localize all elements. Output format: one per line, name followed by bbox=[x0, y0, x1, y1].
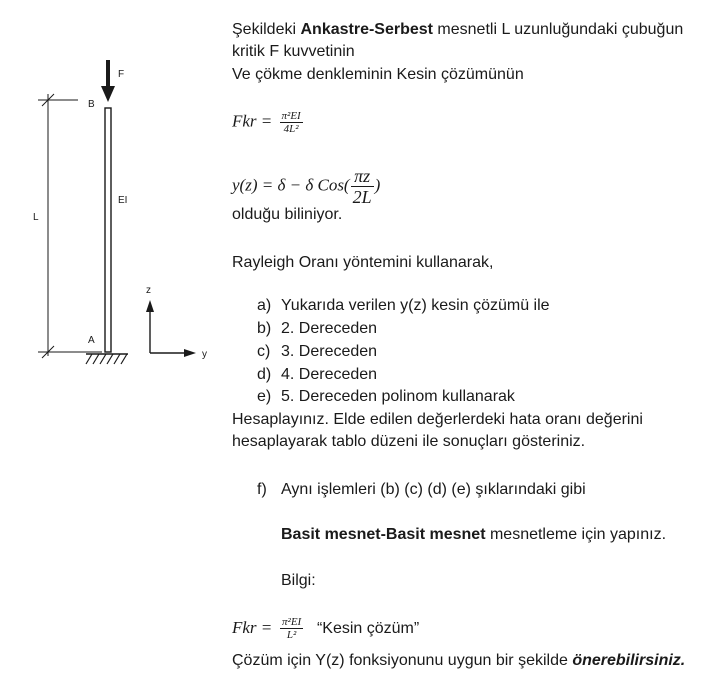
list-letter-a: a) bbox=[257, 297, 272, 314]
list-item-a bbox=[257, 295, 550, 317]
list-text-c: 3. Dereceden bbox=[281, 343, 378, 360]
label-EI: EI bbox=[118, 195, 128, 206]
list-letter-c: c) bbox=[257, 343, 271, 360]
intro-line-2: kritik F kuvvetinin bbox=[232, 43, 355, 60]
calc-line-1: Hesaplayınız. Elde edilen değerlerdeki hata oranı değerini bbox=[232, 411, 643, 428]
equation-1-numerator: π²EI bbox=[281, 110, 301, 122]
list-item-b bbox=[257, 318, 377, 340]
equation-3-lhs: Fkr = bbox=[232, 617, 273, 637]
support-hatch bbox=[86, 354, 127, 364]
column bbox=[105, 108, 111, 352]
list-letter-b: b) bbox=[257, 320, 272, 337]
equation-1 bbox=[232, 110, 306, 135]
simple-support-bold: Basit mesnet-Basit mesnet bbox=[281, 526, 486, 543]
equation-2-fraction bbox=[351, 166, 374, 207]
label-z: z bbox=[146, 285, 151, 296]
list-text-a: Yukarıda verilen y(z) kesin çözümü ile bbox=[281, 297, 550, 314]
equation-2 bbox=[232, 166, 380, 207]
list-item-c bbox=[257, 341, 377, 363]
load-arrow-head bbox=[101, 86, 115, 102]
list-text-e: 5. Dereceden polinom kullanarak bbox=[281, 388, 515, 405]
simple-support-rest: mesnetleme için yapınız. bbox=[485, 526, 667, 543]
label-F: F bbox=[118, 69, 125, 80]
intro-line-3: Ve çökme denkleminin Kesin çözümünün bbox=[232, 66, 524, 83]
list-text-d: 4. Dereceden bbox=[281, 366, 378, 383]
final-line-emph: önerebilirsiniz. bbox=[572, 652, 686, 669]
known-text: olduğu biliniyor. bbox=[232, 206, 343, 223]
final-line bbox=[232, 650, 685, 672]
method-text: Rayleigh Oranı yöntemini kullanarak, bbox=[232, 254, 494, 271]
list-letter-d: d) bbox=[257, 366, 272, 383]
equation-3-denominator: L² bbox=[286, 629, 297, 641]
list-letter-e: e) bbox=[257, 388, 272, 405]
calc-line-2: hesaplayarak tablo düzeni ile sonuçları gösteriniz. bbox=[232, 433, 586, 450]
simple-support-line bbox=[281, 524, 666, 546]
list-text-b: 2. Dereceden bbox=[281, 320, 378, 337]
equation-3-fraction bbox=[280, 616, 303, 641]
label-y: y bbox=[202, 349, 207, 360]
intro-line-1 bbox=[232, 19, 683, 41]
list-text-f: Aynı işlemleri (b) (c) (d) (e) şıklarındaki gibi bbox=[281, 481, 586, 498]
label-B: B bbox=[88, 99, 95, 110]
equation-3-note: “Kesin çözüm” bbox=[316, 619, 420, 637]
list-letter-f: f) bbox=[257, 481, 267, 498]
equation-3 bbox=[232, 616, 419, 641]
final-line-pre: Çözüm için Y(z) fonksiyonunu uygun bir şekilde bbox=[232, 652, 573, 669]
label-L: L bbox=[33, 212, 39, 223]
equation-3-numerator: π²EI bbox=[282, 616, 302, 628]
equation-2-denominator: 2L bbox=[352, 187, 372, 207]
info-label: Bilgi: bbox=[281, 572, 316, 589]
intro-line-1-post: mesnetli L uzunluğundaki çubuğun bbox=[432, 21, 684, 38]
column-figure bbox=[0, 40, 230, 440]
equation-2-lhs: y(z) = δ − δ Cos( bbox=[232, 175, 350, 195]
equation-1-denominator: 4L² bbox=[283, 123, 299, 135]
intro-line-1-pre: Şekildeki bbox=[232, 21, 301, 38]
equation-2-numerator: πz bbox=[351, 166, 374, 187]
label-A: A bbox=[88, 335, 95, 346]
equation-1-lhs: Fkr = bbox=[232, 111, 273, 131]
equation-2-rhs: ) bbox=[374, 175, 381, 195]
list-item-e bbox=[257, 386, 515, 408]
intro-line-1-bold: Ankastre-Serbest bbox=[300, 21, 433, 38]
equation-1-fraction bbox=[280, 110, 303, 135]
list-item-d bbox=[257, 364, 377, 386]
list-item-f bbox=[257, 479, 586, 501]
y-axis-arrow bbox=[184, 349, 196, 357]
z-axis-arrow bbox=[146, 300, 154, 312]
